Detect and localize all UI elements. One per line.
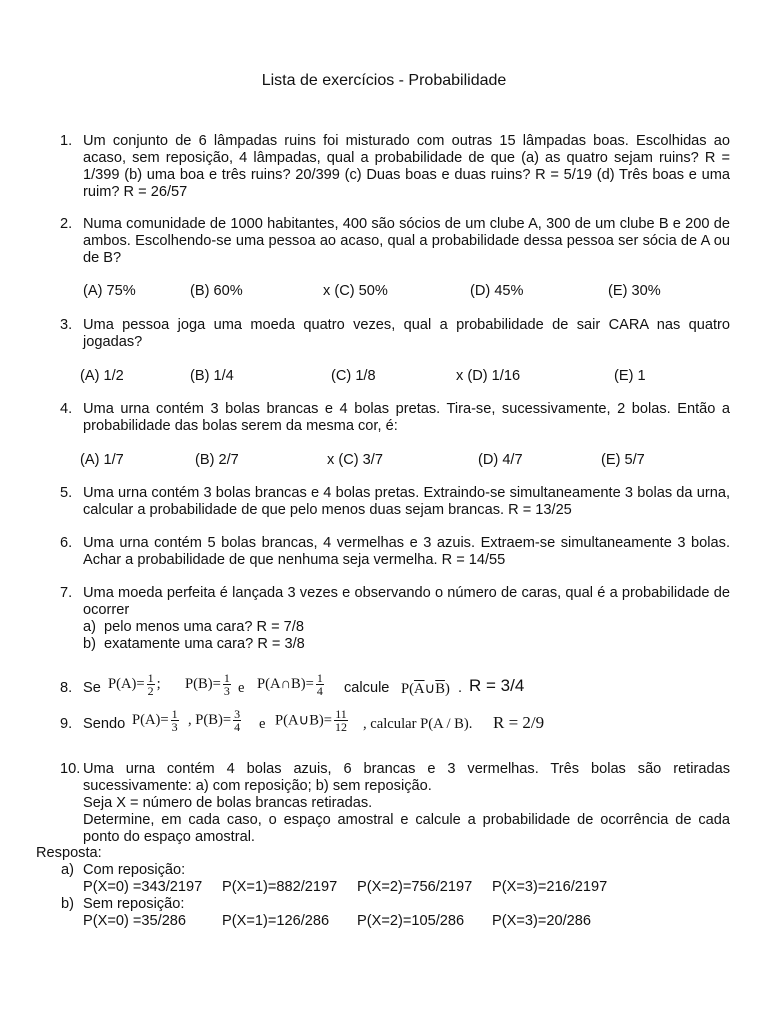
- question-number: 4.: [60, 401, 73, 417]
- answer-value: P(X=1)=882/2197: [222, 879, 338, 895]
- answer-a-title: Com reposição:: [83, 862, 186, 878]
- e-label: e: [238, 680, 245, 696]
- question-3: [60, 317, 730, 351]
- answer-heading: Resposta:: [36, 845, 102, 861]
- answer-value: P(X=3)=20/286: [492, 913, 591, 929]
- question-1: [60, 133, 730, 201]
- option-c: x (C) 50%: [323, 283, 388, 299]
- option-d: x (D) 1/16: [456, 368, 521, 384]
- question-number: 7.: [60, 585, 73, 601]
- question-7: [60, 585, 730, 619]
- item-text: exatamente uma cara? R = 3/8: [104, 636, 305, 652]
- formula-pab: P(A∪B)= $\frac{11}{12}$: [275, 707, 348, 734]
- page-title: Lista de exercícios - Probabilidade: [261, 72, 507, 89]
- question-6: [60, 535, 730, 569]
- answer-value: P(X=3)=216/2197: [492, 879, 608, 895]
- question-text: Numa comunidade de 1000 habitantes, 400 são sócios de um clube A, 300 de um clube B e 200 de ambos. Escolhendo-se uma pessoa ao acaso, qual a probabilidade dessa pessoa ser sócia de A ou de B?: [83, 216, 730, 266]
- option-e: (E) 5/7: [601, 452, 645, 468]
- calcule-label: calcule: [344, 680, 390, 696]
- question-text: Uma urna contém 5 bolas brancas, 4 vermelhas e 3 azuis. Extraem-se simultaneamente 3 bolas. Achar a probabilidade de que nenhuma seja vermelha. R = 14/55: [83, 535, 730, 568]
- formula-complement: $P(\overline{A}\cup\overline{B})$: [401, 681, 450, 697]
- item-label: b): [83, 636, 96, 652]
- question-number: 9.: [60, 716, 73, 732]
- option-a: (A) 1/7: [80, 452, 124, 468]
- option-e: (E) 1: [614, 368, 646, 384]
- question-4: [60, 401, 730, 435]
- question-7-item-a: [83, 619, 304, 636]
- answer-value: P(X=0) =35/286: [83, 913, 187, 929]
- question-number: 10.: [60, 761, 81, 777]
- question-text: Um conjunto de 6 lâmpadas ruins foi misturado com outras 15 lâmpadas boas. Escolhidas ao acaso, sem reposição, 4 lâmpadas, qual a probabilidade de que (a) as quatro sejam ruins? R = 1/399 (b) uma boa e três ruins? 20/399 (c) Duas boas e duas ruins? R = 5/19 (d) Três boas e uma ruim? R = 26/57: [83, 133, 730, 200]
- option-b: (B) 2/7: [195, 452, 239, 468]
- option-d: (D) 45%: [470, 283, 524, 299]
- item-text: pelo menos uma cara? R = 7/8: [104, 619, 304, 635]
- option-e: (E) 30%: [608, 283, 661, 299]
- answer: R = 3/4: [469, 676, 525, 695]
- answer-value: P(X=2)=105/286: [357, 913, 465, 929]
- option-d: (D) 4/7: [478, 452, 523, 468]
- answer-value: P(X=2)=756/2197: [357, 879, 473, 895]
- question-5: [60, 485, 730, 519]
- answer: R = 2/9: [493, 713, 545, 732]
- formula-pb: , P(B)= $\frac{3}{4}$: [188, 707, 241, 734]
- question-number: 2.: [60, 216, 73, 232]
- answer-value: P(X=1)=126/286: [222, 913, 330, 929]
- formula-pa: P(A)= $\frac{1}{3}$: [132, 707, 178, 734]
- question-number: 3.: [60, 317, 73, 333]
- option-b: (B) 60%: [190, 283, 243, 299]
- se-label: Se: [83, 680, 101, 696]
- question-number: 1.: [60, 133, 73, 149]
- formula-pa: P(A)= $\frac{1}{2}$ ;: [108, 671, 161, 698]
- sendo-label: Sendo: [83, 716, 126, 732]
- answer-a-label: a): [61, 862, 74, 878]
- question-text-line2: Seja X = número de bolas brancas retiradas.: [83, 795, 373, 811]
- item-label: a): [83, 619, 96, 635]
- question-number: 6.: [60, 535, 73, 551]
- question-7-item-b: [83, 636, 305, 653]
- question-text-line3: Determine, em cada caso, o espaço amostral e calcule a probabilidade de ocorrência de cada ponto do espaço amostral.: [83, 812, 730, 845]
- question-number: 8.: [60, 680, 73, 696]
- question-text: Uma urna contém 3 bolas brancas e 4 bolas pretas. Extraindo-se simultaneamente 3 bolas da urna, calcular a probabilidade de que pelo menos duas sejam brancas. R = 13/25: [83, 485, 730, 518]
- question-text: Uma moeda perfeita é lançada 3 vezes e observando o número de caras, qual é a probabilidade de ocorrer: [83, 585, 730, 618]
- question-text: Uma urna contém 3 bolas brancas e 4 bolas pretas. Tira-se, sucessivamente, 2 bolas. Então a probabilidade das bolas serem da mesma cor, é:: [83, 401, 730, 434]
- option-a: (A) 1/2: [80, 368, 124, 384]
- dot: .: [458, 680, 463, 696]
- option-b: (B) 1/4: [190, 368, 234, 384]
- answer-b-title: Sem reposição:: [83, 896, 185, 912]
- formula-pb: P(B)= $\frac{1}{3}$: [185, 671, 230, 698]
- answer-b-label: b): [61, 896, 74, 912]
- option-c: x (C) 3/7: [327, 452, 383, 468]
- question-number: 5.: [60, 485, 73, 501]
- e-label: e: [259, 716, 266, 732]
- formula-pab: P(A∩B)= $\frac{1}{4}$: [257, 671, 323, 698]
- question-text: Uma urna contém 4 bolas azuis, 6 brancas e 3 vermelhas. Três bolas são retiradas sucessivamente: a) com reposição; b) sem reposição.: [83, 761, 730, 794]
- question-2: [60, 216, 730, 267]
- option-a: (A) 75%: [83, 283, 136, 299]
- question-text: Uma pessoa joga uma moeda quatro vezes, qual a probabilidade de sair CARA nas quatro jogadas?: [83, 317, 730, 350]
- option-c: (C) 1/8: [331, 368, 376, 384]
- answer-value: P(X=0) =343/2197: [83, 879, 203, 895]
- calcular-text: , calcular P(A / B).: [363, 716, 473, 732]
- question-10: [60, 761, 730, 846]
